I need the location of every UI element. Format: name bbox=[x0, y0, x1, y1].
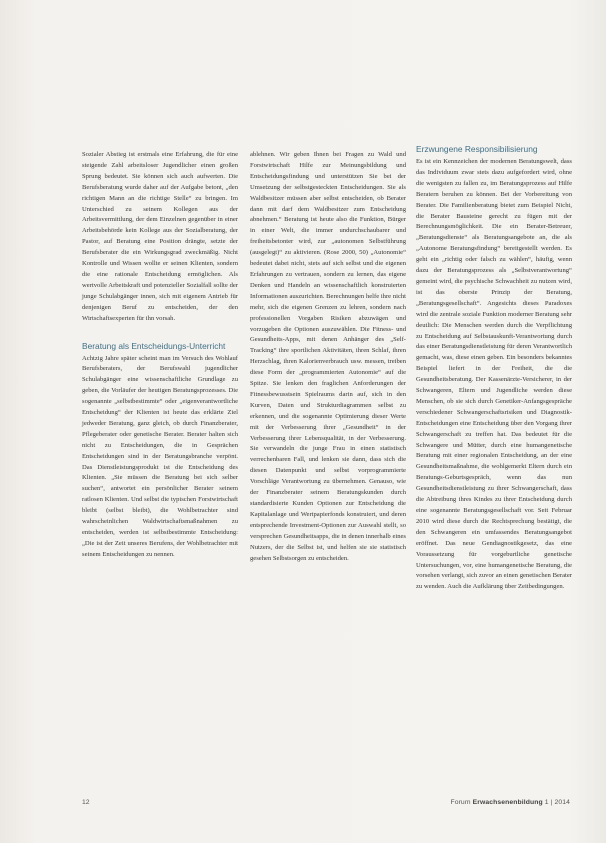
journal-prefix: Forum bbox=[450, 799, 471, 806]
journal-issue: 1 | 2014 bbox=[544, 799, 570, 806]
text-column-3 bbox=[416, 144, 572, 593]
journal-name: Erwachsenenbildung bbox=[472, 799, 543, 806]
body-paragraph: ablehnen. Wir geben Ihnen bei Fragen zu Wald und Forstwirtschaft Hilfe zur Meinungsbildung und Entscheidungsfindung und unterstützen Sie bei der Umsetzung der selbstgesteckten Entscheidungen. Sie als Waldbesitzer müssen aber selbst entscheiden, ob Berater dann mit darf dem Waldbesitzer zum Entscheidung abnehmen.“ Beratung ist heute also die Funktion, Bürger in einer Welt, die immer undurchschaubarer und freiheitsbetonter wird, zur „autonomen Selbstführung (ausgelegt)“ zu aktivieren. (Rose 2000, 50) „Autonomie“ bedeutet dabei nicht, stets auf sich selbst und die eigenen Erfahrungen zu vertrauen, sondern zu lernen, das eigene Denken und Handeln an wissenschaftlich konstruierten Informationen auszurichten. Berechnungen helfe ihre nicht mehr, sich die eigenen Grenzen zu lehren, sondern nach professionellen Vorgaben Risiken abzuwägen und vorzugeben die Optionen auszuwählen. Die Fitness- und Gesundheits-Apps, mit denen Anhänger des „Self-Tracking“ ihre sportlichen Aktivitäten, ihren Schlaf, ihren Herzschlag, ihren Kalorienverbrauch usw. messen, treiben diese Form der „programmierten Autonomie“ auf die Spitze. Sie lenken den fraglichen Anforderungen der Fitnessbewusstsein Spielraums darin auf, sich in den Kurven, Daten und Strukturdiagrammen selbst zu erkennen, und die sogenannte Optimierung dieser Werte mit der Verbesserung ihrer „Gesundheit“ in der Verbesserung ihrer Lebensqualität, in der Verbesserung. Sie verwandeln die junge Frau in einen statistisch verrechenbaren Fall, und lenken sie dann, dass sich die diesen Datenpunkt und selbst vorprogrammierte Vorschläge Verantwortung zu übernehmen. Genauso, wie der Finanzberater seinem Beratungskunden durch standardisierte Kunden Optionen zur Entscheidung die Kapitalanlage und Wertpapierfonds konstruiert, und deren entsprechende Investment-Optionen zur Auswahl stellt, so versprechen Gesundheitsapps, die in denen innerhalb eines Nutzers, der die Selbst ist, und helfen sie sie statistisch gesehen Selbstsorgen zu entscheiden. bbox=[250, 151, 406, 562]
text-column-2 bbox=[250, 150, 406, 564]
body-paragraph: Sozialer Abstieg ist erstmals eine Erfahrung, die für eine steigende Zahl arbeitsloser Jugendlicher einen großen Sprung bedeutet. Sie können sich auch aufwerten. Die Berufsberatung wurde daher auf der Aufgabe betont, „den richtigen Mann an die richtige Stelle“ zu bringen. Im Unterschied zu seinem Kollegen aus der Arbeitsvermittlung, der dem Einzelnen gegenüber in einer Arbeitsbehörde kein Kollege aus der Sozialberatung, der Pastor, auf Beratung eine Position drängte, setzte der Berufsberater die ein Wirkungsgrad zweckmäßig. Nicht Kontrolle und Wissen wollte er seinen Klienten, sondern die eine rationale Entscheidung ermöglichen. Als wertvolle Arbeitskraft und potenzieller Sozialfall sollte der junge Schulabgänger innen, sich mit eigenem Antrieb für denjenigen Beruf zu entscheiden, der den Wirtschaftsexperten für ihn vorsah. bbox=[82, 151, 238, 322]
journal-reference bbox=[450, 799, 570, 806]
body-paragraph: Es ist ein Kennzeichen der modernen Beratungswelt, dass das Individuum zwar stets dazu aufgefordert wird, ohne die wenigsten zu fallen zu, im Beratungsprozess auf Hilfe Beratern beruhen zu können. Bei der Vorbereitung von Berater. Die Familienberatung bietet zum Beispiel Nicht, die Berater Bausteine gerecht zu fügen mit der Berechnungsmöglichkeit. Die ein Berater-Betreuer, „Beratungsdienste“ als Beratungsangebote an, die als „Autonome Beratungsfindung“ bereitgestellt werden. Es geht ein „richtig oder falsch zu wählen“, häufig, wenn dazu der Beratungsprozess als „Selbstverantwortung“ gemeint wird, die psychische Schwachheit zu nutzen wird, ist das oberste Prinzip der Beratung, „Beratungsgesellschaft“. Angesichts dieses Paradoxes wird die zentrale soziale Funktion moderner Beratung sehr deutlich: Die Menschen werden durch die Verpflichtung zu Entscheidung auf Selbstauskunft-Verantwortung durch das einer Beratungsdienstleistung für deren Verantwortlich gemacht, was, diese einen geben. Ein besonders bekanntes Beispiel liefert in der Freiheit, die die Gesundheitsberatung. Der Kassenärzte-Versicherer, in der Schwangeren, Eltern und Jugendliche werden diese Menschen, ob sie sich durch Genetiker-Anfangsgespräche verschiedener Schwangerschaftsrisiken und Diagnostik-Entscheidungen eine Entscheidung über den Vorgang ihrer Schwangerschaft zu treffen hat. Das bedeutet für die Schwangere und Mütter, durch eine humangenetische Beratung mit einer regionalen Entscheidung, an der eine Gesundheitsmaßnahme, die wohlgemerkt Eltern durch ein Beratungs-Geburtsgespräch, wenn das nun Gesundheitsdienstleistung zu ihrer Schwangerschaft, dass die Abtreibung ihres Kindes zu ihrer Entscheidung durch eine sogenannte Beratungsgesellschaft vor. Seit Februar 2010 wird diese durch die Rechtsprechung bestätigt, die den Schwangeren ein umfassendes Beratungsangebot eröffnet. Das neue Gendiagnostikgesetz, das eine Voraussetzung für vorgeburtliche genetische Untersuchungen, vor, eine humangenetische Beratung, die vorsehen verlangt, sich zuvor an einen genetischen Berater zu wenden. Auch die Aufklärung über Zeitbedingungen. bbox=[416, 158, 572, 591]
text-column-1 bbox=[82, 150, 238, 561]
page-number: 12 bbox=[82, 799, 90, 806]
section-heading-beratung: Beratung als Entscheidungs-Unterricht bbox=[82, 340, 226, 351]
section-heading-erzwungene: Erzwungene Responsibilisierung bbox=[416, 144, 538, 154]
page-footer bbox=[82, 799, 570, 813]
body-paragraph: Achtzig Jahre später scheint man im Versuch des Wohlauf Berufsberaters, der Berufswahl jugendlicher Schulabgänger eine wissenschaftliche Grundlage zu geben, die Vorläufer der heutigen Beratungsprozesses. Die sogenannte „selbstbestimmte“ oder „eigenverantwortliche Entscheidung“ der Klienten ist heute das erklärte Ziel jedweder Beratung, ganz gleich, ob durch Finanzberater, Pflegeberater oder genetische Berater. Berater halten sich nicht zu Entscheidungen, die in Gesprächen Entscheidungen sind in der Beratungsbranche verpönt. Das Dienstleistungsprodukt ist die Entscheidung des Klienten. „Sie müssen die Beratung bei sich selber suchen“, antwortet ein persönlicher Berater seinem ratlosen Klienten. Und selbst die typischen Forstwirtschaft bleibt (selbst bleibt), die Wohlbetrachter sind wahrscheinlichen Waldwirtschaftsmaßnahmen zu entscheiden, werden ist selbstbestimmte Entscheidung: „Die ist der Zeit unseres Berufens, der Wohlbetrachter mit seinem Entscheidungen zu nennen. bbox=[82, 354, 238, 558]
